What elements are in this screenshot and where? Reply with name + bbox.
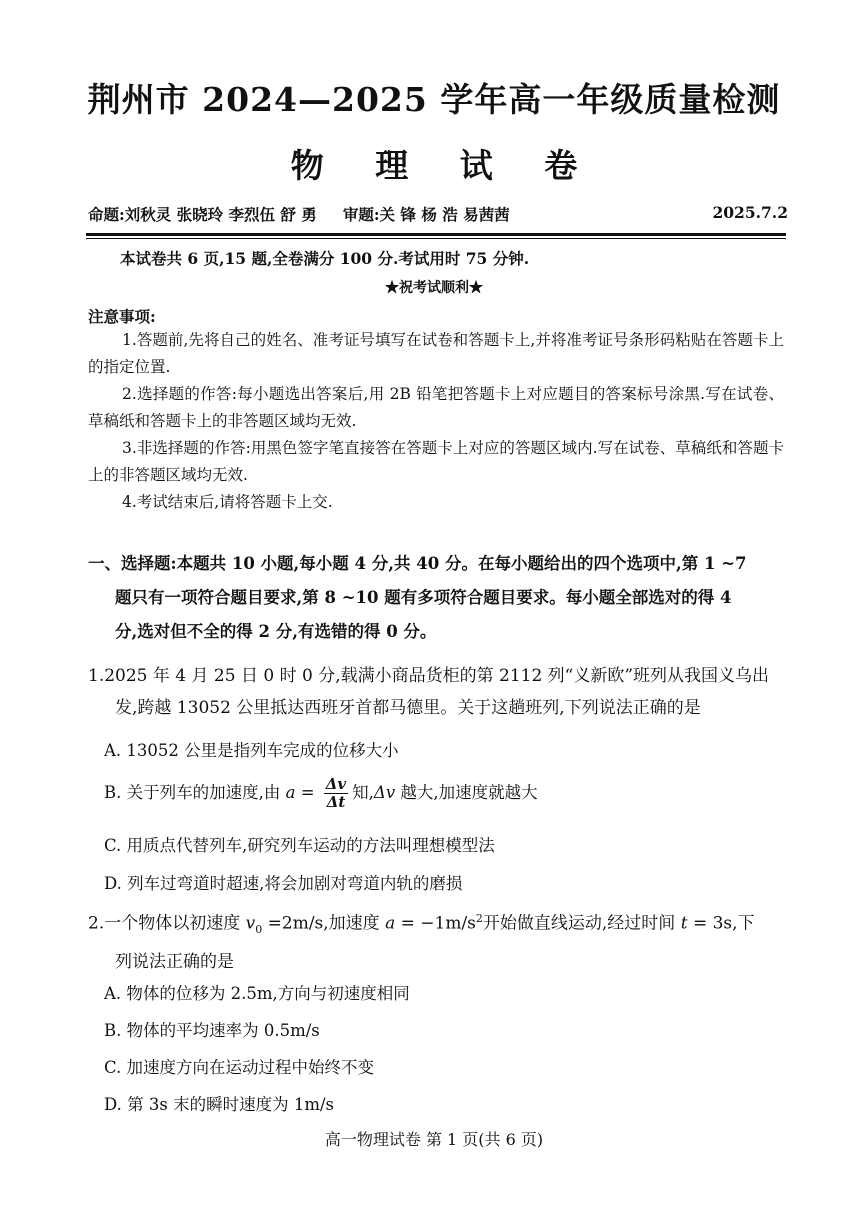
- exam-date: 2025.7.2: [712, 203, 788, 222]
- option-text: B. 关于列车的加速度,由: [104, 783, 281, 802]
- math-var: a: [285, 783, 296, 802]
- blessing-text: ★祝考试顺利★: [385, 280, 483, 296]
- note-item: 2.选择题的作答:每小题选出答案后,用 2B 铅笔把答题卡上对应题目的答案标号涂黑.写在试卷、草稿纸和答题卡上的非答题区域均无效.: [88, 385, 784, 430]
- question-line: 1.2025 年 4 月 25 日 0 时 0 分,载满小商品货柜的第 2112 列“义新欧”班列从我国义乌出: [88, 666, 770, 686]
- q1-option-a: A. 13052 公里是指列车完成的位移大小: [104, 741, 399, 760]
- option-text: 知,: [352, 783, 374, 802]
- exam-title: 荆州市 2024—2025 学年高一年级质量检测: [87, 80, 781, 119]
- page-footer: 高一物理试卷 第 1 页(共 6 页): [324, 1130, 544, 1149]
- text: = −1m/s: [395, 913, 476, 934]
- q1-option-c: C. 用质点代替列车,研究列车运动的方法叫理想模型法: [104, 836, 495, 855]
- header-rule-thin: [86, 238, 786, 239]
- section-line: 题只有一项符合题目要求,第 8 ~10 题有多项符合题目要求。每小题全部选对的得 4: [115, 588, 732, 607]
- note-item: 4.考试结束后,请将答题卡上交.: [122, 493, 333, 511]
- question-1-stem: [88, 660, 788, 724]
- q1-option-b: [104, 776, 538, 811]
- fraction-numerator: Δv: [325, 775, 347, 793]
- fraction: [324, 776, 348, 811]
- note-item: 1.答题前,先将自己的姓名、准考证号填写在试卷和答题卡上,并将准考证号条形码粘贴在答题卡上的指定位置.: [88, 331, 784, 376]
- fraction-denominator: Δt: [326, 793, 346, 811]
- section-1-instructions: [88, 547, 788, 649]
- header-rule-thick: [86, 233, 786, 236]
- q2-option-c: C. 加速度方向在运动过程中始终不变: [104, 1058, 375, 1077]
- section-line: 一、选择题:本题共 10 小题,每小题 4 分,共 40 分。在每小题给出的四个选项中,第 1 ~7: [88, 554, 747, 573]
- q2-option-d: D. 第 3s 末的瞬时速度为 1m/s: [104, 1095, 335, 1114]
- text: = 3s,下: [687, 913, 755, 934]
- q1-option-d: D. 列车过弯道时超速,将会加剧对弯道内轨的磨损: [104, 874, 463, 893]
- author-line: [88, 203, 788, 225]
- question-line: [88, 903, 788, 946]
- q2-option-a: A. 物体的位移为 2.5m,方向与初速度相同: [104, 984, 410, 1003]
- option-text: 越大,加速度就越大: [395, 783, 538, 802]
- question-2-stem: [88, 903, 788, 978]
- math-var: a: [385, 913, 396, 934]
- superscript: 2: [475, 912, 483, 925]
- exam-subtitle: 物 理 试 卷: [290, 146, 598, 185]
- math-var: t: [680, 913, 688, 934]
- section-line: 分,选对但不全的得 2 分,有选错的得 0 分。: [115, 622, 437, 641]
- note-item: 3.非选择题的作答:用黑色签字笔直接答在答题卡上对应的答题区域内.写在试卷、草稿纸和答题卡上的非答题区域均无效.: [88, 439, 784, 484]
- reviewers: 审题:关 锋 杨 浩 易茜茜: [342, 205, 510, 224]
- text: 2.一个物体以初速度: [88, 913, 246, 934]
- text: =2m/s,加速度: [262, 913, 386, 934]
- question-line: 列说法正确的是: [115, 952, 234, 973]
- math-var: Δv: [373, 783, 396, 802]
- math-op: =: [295, 783, 320, 802]
- math-var: v: [245, 913, 256, 934]
- subscript: 0: [255, 923, 263, 937]
- intro-text: 本试卷共 6 页,15 题,全卷满分 100 分.考试用时 75 分钟.: [120, 249, 530, 268]
- text: 开始做直线运动,经过时间: [482, 913, 681, 934]
- q2-option-b: B. 物体的平均速率为 0.5m/s: [104, 1021, 320, 1040]
- authors: 命题:刘秋灵 张晓玲 李烈伍 舒 勇: [88, 205, 317, 224]
- notes-title: 注意事项:: [88, 307, 156, 326]
- question-line: 发,跨越 13052 公里抵达西班牙首都马德里。关于这趟班列,下列说法正确的是: [115, 698, 701, 718]
